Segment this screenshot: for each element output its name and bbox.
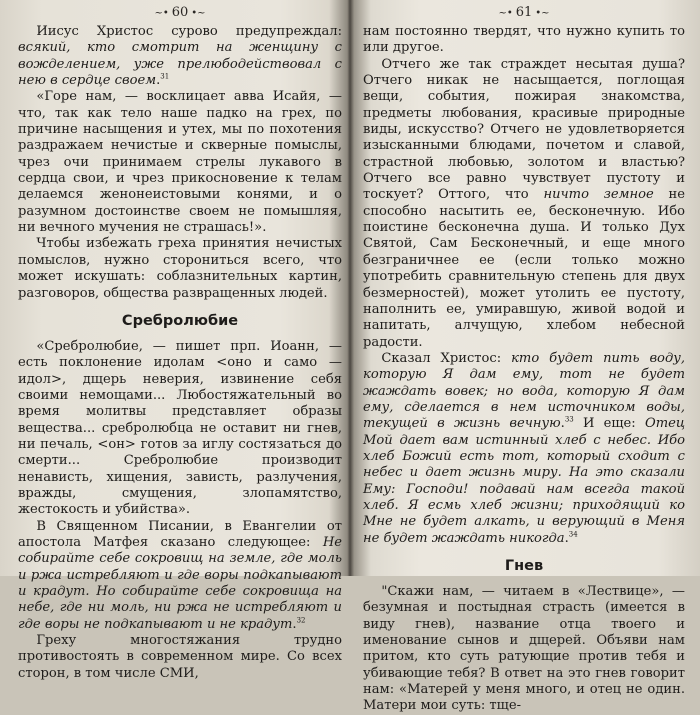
page-number: ~• 60 •~ [18, 2, 342, 24]
left-page [18, 0, 342, 681]
text-run: В Священном Писании, в Евангелии от апостола Матфея сказано следующее: [18, 518, 342, 550]
right-page-text [363, 24, 685, 715]
right-paragraphs-after [363, 584, 685, 715]
text-run: И еще: [573, 416, 645, 432]
footnote-marker: 31 [160, 72, 170, 81]
text-run: . [560, 416, 565, 432]
left-page-text [18, 24, 342, 682]
text-run: Отчего же так страждет несытая душа? Отчего никак не насыщается, поглощая вещи, события, пожирая знакомства, предметы любования, красивые природные виды, искусство? Отчего не удовлетворяется изысканными блюдами, почетом и славой, страстной любовью, золотом и властью? Отчего все равно чувствует пустоту и тоскует? Оттого, что [363, 56, 685, 203]
text-run: «Горе нам, — восклицает авва Исайя, — что, так как тело наше падко на грех, по причине насыщения и утех, мы по похотения раздражаем нечистые и скверные помыслы, чрез очи принимаем стрелы лукавого в сердца свои, и чрез прикосновение к телам делаемся женонеистовыми конями, и о разумном достоинстве своем не помышляя, ни вечного мучения не страшась!». [18, 89, 342, 236]
page-number: ~• 61 •~ [363, 2, 685, 24]
text-run: «Сребролюбие, — пишет прп. Иоанн, — есть поклонение идолам <оно и само — идол>, дщерь неверия, извинение себя своими немощами... Любостяжательный во время молитвы представляет образы вещества... сребролюбца не оставит ни гнев, ни печаль, <он> готов за иглу состязаться до смерти... Сребролюбие производит ненависть, хищения, зависть, разлучения, вражды, смущения, злопамятство, жестокость и убийства». [18, 338, 342, 518]
paragraph [18, 633, 342, 682]
paragraph [363, 57, 685, 351]
text-run: Греху многостяжания трудно противостоять в современном мире. Со всех сторон, в том числе СМИ, [18, 633, 342, 681]
paragraph [18, 519, 342, 633]
text-run: . [156, 73, 161, 89]
left-paragraphs-after [18, 339, 342, 682]
section-heading: Сребролюбие [121, 312, 239, 329]
footnote-marker: 32 [296, 616, 306, 625]
paragraph [18, 24, 342, 89]
text-run: "Скажи нам, — читаем в «Лествице», — безумная и постыдная страсть (имеется в виду гнев), название отца твоего и именование сынов и дщерей. Объяви нам притом, кто суть ратующие против тебя и убивающие тебя? В ответ на это гнев говорит нам: «Матерей у меня много, и отец не один. Матери мои суть: тще- [363, 584, 685, 714]
ornament-icon: ~• [154, 8, 169, 19]
footnote-marker: 33 [564, 415, 574, 424]
ornament-icon: •~ [535, 8, 550, 19]
footnote-marker: 34 [568, 530, 578, 539]
left-paragraphs-before [18, 24, 342, 302]
text-run: . [292, 616, 297, 632]
text-run: Чтобы избежать греха принятия нечистых помыслов, нужно сторониться всего, что может искушать: соблазнительных картин, разговоров, общества развращенных людей. [18, 236, 342, 301]
paragraph [18, 236, 342, 301]
section-heading: Гнев [504, 558, 544, 574]
italic-quote: кто будет пить воду, которую Я дам ему, тот не будет жаждать вовек; но вода, которую Я дам ему, сделается в нем источником воды, текущей в жизнь вечную [363, 350, 685, 432]
right-page [363, 0, 685, 714]
text-run: не способно насытить ее, бесконечную. Ибо поистине бесконечна душа. И только Дух Святой, Сам Бесконечный, и еще много безграничнее ее (если только можно употребить сравнительную степень для двух безмерностей), может утолить ее пустоту, наполнить ее, умиравшую, живой водой и напитать, алчущую, хлебом небесной радости. [363, 187, 685, 350]
italic-quote: ничто земное [543, 187, 654, 203]
text-run: нам постоянно твердят, что нужно купить то или другое. [363, 24, 685, 56]
italic-quote: Отец Мой дает вам истинный хлеб с небес. Ибо хлеб Божий есть тот, который сходит с небес и дает жизнь миру. На это сказали Ему: Господи! подавай нам всегда такой хлеб. Я есмь хлеб жизни; приходящий ко Мне не будет алкать, и верующий в Меня не будет жаждать никогда [363, 416, 685, 546]
paragraph [363, 351, 685, 547]
paragraph [363, 584, 685, 715]
ornament-icon: •~ [191, 8, 206, 19]
ornament-icon: ~• [498, 8, 513, 19]
paragraph [18, 339, 342, 519]
italic-quote: Не собирайте себе сокровищ на земле, где моль и ржа истребляют и где воры подкапывают и крадут. Но собирайте себе сокровища на небе, где ни моль, ни ржа не истребляют и где воры не подкапывают и не крадут [18, 534, 342, 632]
paragraph [18, 89, 342, 236]
text-run: Иисус Христос сурово предупреждал: [36, 24, 342, 39]
italic-quote: всякий, кто смотрит на женщину с вожделением, уже прелюбодействовал с нею в сердце своем [18, 40, 342, 89]
text-run: . [564, 530, 569, 546]
right-paragraphs-before [363, 24, 685, 547]
paragraph [363, 24, 685, 57]
text-run: Сказал Христос: [381, 350, 512, 366]
